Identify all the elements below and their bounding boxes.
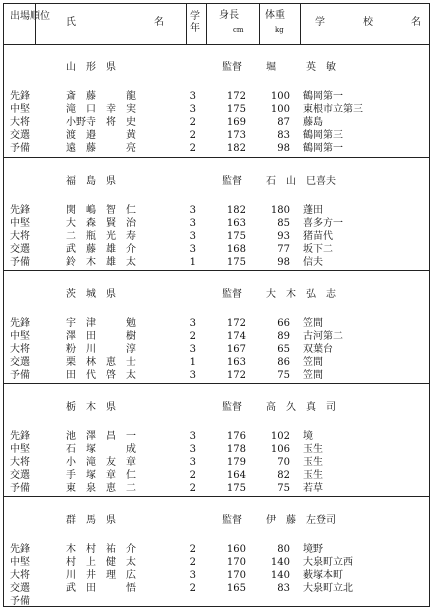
player-school: 大泉町立西: [303, 557, 353, 568]
player-position: 先鋒: [10, 318, 30, 329]
team-block: [4, 270, 429, 383]
player-weight: 66: [277, 318, 290, 329]
team-title-row: [4, 288, 429, 301]
header-weight: 体重: [265, 10, 285, 21]
player-row: [4, 116, 429, 129]
team-title-row: [4, 514, 429, 527]
player-grade: 2: [189, 483, 196, 494]
player-grade: 2: [189, 470, 196, 481]
player-school: 玉生: [303, 457, 323, 468]
player-height: 175: [226, 483, 246, 494]
player-row: [4, 243, 429, 256]
player-grade: 3: [189, 444, 196, 455]
player-position: 大将: [10, 231, 30, 242]
player-grade: 3: [189, 104, 196, 115]
player-school: 境: [303, 431, 313, 442]
player-name: 大 森 賢 治: [66, 218, 136, 229]
player-height: 160: [226, 544, 246, 555]
player-row: [4, 230, 429, 243]
player-weight: 86: [277, 357, 290, 368]
player-grade: 3: [189, 231, 196, 242]
player-row: [4, 204, 429, 217]
player-grade: 3: [189, 457, 196, 468]
player-school: 蓬田: [303, 205, 323, 216]
header-order: 出場順位: [10, 11, 50, 22]
player-school: 大泉町立北: [303, 583, 353, 594]
header-weight-unit: kg: [275, 26, 284, 34]
player-weight: 89: [277, 331, 290, 342]
team-block: [4, 44, 429, 157]
player-row: [4, 482, 429, 495]
player-row: [4, 582, 429, 595]
player-row: [4, 317, 429, 330]
player-height: 175: [226, 104, 246, 115]
player-height: 165: [226, 583, 246, 594]
coach-label: 監督: [222, 402, 242, 413]
player-name: 栗 林 恵 士: [66, 357, 136, 368]
player-school: 信夫: [303, 257, 323, 268]
player-grade: 3: [189, 318, 196, 329]
player-grade: 1: [189, 357, 196, 368]
player-position: 大将: [10, 457, 30, 468]
player-height: 175: [226, 257, 246, 268]
coach-name: 大 木 弘 志: [266, 289, 336, 300]
player-position: 大将: [10, 344, 30, 355]
coach-label: 監督: [222, 515, 242, 526]
player-name: 田 代 啓 太: [66, 370, 136, 381]
player-position: 予備: [10, 596, 30, 607]
player-weight: 75: [277, 370, 290, 381]
player-name: 二 瓶 光 寿: [66, 231, 136, 242]
prefecture-name: 群 馬 県: [66, 515, 116, 526]
prefecture-name: 茨 城 県: [66, 289, 116, 300]
player-school: 東根市立第三: [303, 104, 363, 115]
player-weight: 83: [277, 583, 290, 594]
player-row: [4, 543, 429, 556]
player-weight: 65: [277, 344, 290, 355]
player-position: 中堅: [10, 331, 30, 342]
player-grade: 3: [189, 370, 196, 381]
player-height: 182: [226, 143, 246, 154]
player-weight: 100: [270, 104, 290, 115]
player-height: 163: [226, 218, 246, 229]
player-grade: 3: [189, 431, 196, 442]
player-grade: 3: [189, 570, 196, 581]
player-weight: 82: [277, 470, 290, 481]
player-position: 中堅: [10, 104, 30, 115]
team-block: [4, 383, 429, 496]
player-height: 174: [226, 331, 246, 342]
player-height: 173: [226, 130, 246, 141]
player-position: 大将: [10, 570, 30, 581]
player-row: [4, 595, 429, 608]
player-weight: 106: [270, 444, 290, 455]
coach-name: 伊 藤 左登司: [266, 515, 336, 526]
player-row: [4, 129, 429, 142]
player-weight: 77: [277, 244, 290, 255]
player-name: 東 泉 恵 二: [66, 483, 136, 494]
player-position: 交選: [10, 244, 30, 255]
prefecture-name: 福 島 県: [66, 176, 116, 187]
player-weight: 140: [270, 557, 290, 568]
player-grade: 3: [189, 91, 196, 102]
player-name: 遠 藤 亮: [66, 143, 136, 154]
player-height: 167: [226, 344, 246, 355]
coach-label: 監督: [222, 289, 242, 300]
player-height: 172: [226, 370, 246, 381]
player-position: 予備: [10, 483, 30, 494]
coach-label: 監督: [222, 62, 242, 73]
player-grade: 2: [189, 557, 196, 568]
player-school: 藤島: [303, 117, 323, 128]
header-grade: 学年: [190, 11, 200, 34]
player-grade: 3: [189, 344, 196, 355]
player-school: 笠間: [303, 318, 323, 329]
player-grade: 1: [189, 257, 196, 268]
header-school-left: 学: [315, 17, 325, 28]
player-height: 172: [226, 91, 246, 102]
player-weight: 83: [277, 130, 290, 141]
player-name: 木 村 祐 介: [66, 544, 136, 555]
player-row: [4, 90, 429, 103]
player-grade: 2: [189, 143, 196, 154]
player-height: 172: [226, 318, 246, 329]
header-height: 身長: [219, 10, 239, 21]
player-weight: 87: [277, 117, 290, 128]
player-school: 猪苗代: [303, 231, 333, 242]
player-name: 鈴 木 雄 太: [66, 257, 136, 268]
player-position: 先鋒: [10, 544, 30, 555]
player-school: 薮塚本町: [303, 570, 343, 581]
player-name: 手 塚 章 仁: [66, 470, 136, 481]
player-row: [4, 369, 429, 382]
player-height: 179: [226, 457, 246, 468]
player-row: [4, 456, 429, 469]
player-school: 双葉台: [303, 344, 333, 355]
team-block: [4, 496, 429, 609]
player-school: 鶴岡第一: [303, 91, 343, 102]
player-name: 石 塚 成: [66, 444, 136, 455]
player-row: [4, 217, 429, 230]
player-row: [4, 256, 429, 269]
header-school-right: 名: [411, 17, 421, 28]
player-weight: 70: [277, 457, 290, 468]
player-name: 関 嶋 智 仁: [66, 205, 136, 216]
player-school: 鶴岡第三: [303, 130, 343, 141]
player-position: 大将: [10, 117, 30, 128]
player-name: 滝 口 幸 実: [66, 104, 136, 115]
player-grade: 2: [189, 331, 196, 342]
player-grade: 3: [189, 218, 196, 229]
prefecture-name: 栃 木 県: [66, 402, 116, 413]
player-grade: 3: [189, 244, 196, 255]
player-school: 笠間: [303, 357, 323, 368]
player-position: 予備: [10, 143, 30, 154]
player-name: 澤 田 樹: [66, 331, 136, 342]
player-row: [4, 556, 429, 569]
header-name-right: 名: [154, 17, 164, 28]
player-position: 先鋒: [10, 205, 30, 216]
player-row: [4, 343, 429, 356]
player-grade: 3: [189, 205, 196, 216]
player-weight: 85: [277, 218, 290, 229]
coach-name: 高 久 真 司: [266, 402, 336, 413]
player-position: 中堅: [10, 218, 30, 229]
player-name: 斎 藤 龍: [66, 91, 136, 102]
team-block: [4, 157, 429, 270]
team-title-row: [4, 61, 429, 74]
header-name-left: 氏: [66, 17, 76, 28]
player-school: 喜多方一: [303, 218, 343, 229]
player-row: [4, 356, 429, 369]
coach-name: 堀 英 敏: [266, 62, 336, 73]
player-height: 175: [226, 231, 246, 242]
player-weight: 98: [277, 257, 290, 268]
player-row: [4, 430, 429, 443]
player-weight: 75: [277, 483, 290, 494]
player-height: 169: [226, 117, 246, 128]
roster-sheet: [3, 3, 430, 607]
player-position: 先鋒: [10, 431, 30, 442]
player-grade: 2: [189, 544, 196, 555]
team-title-row: [4, 175, 429, 188]
player-position: 先鋒: [10, 91, 30, 102]
player-position: 交選: [10, 357, 30, 368]
player-height: 178: [226, 444, 246, 455]
player-row: [4, 569, 429, 582]
player-weight: 180: [270, 205, 290, 216]
player-row: [4, 443, 429, 456]
player-weight: 140: [270, 570, 290, 581]
player-position: 中堅: [10, 557, 30, 568]
player-school: 境野: [303, 544, 323, 555]
team-title-row: [4, 401, 429, 414]
player-school: 若草: [303, 483, 323, 494]
player-school: 玉生: [303, 444, 323, 455]
player-position: 交選: [10, 583, 30, 594]
table-header: [4, 4, 429, 45]
player-position: 交選: [10, 130, 30, 141]
player-row: [4, 330, 429, 343]
player-name: 村 上 健 太: [66, 557, 136, 568]
player-weight: 102: [270, 431, 290, 442]
player-name: 小 滝 友 章: [66, 457, 136, 468]
player-name: 粉 川 淳: [66, 344, 136, 355]
player-height: 176: [226, 431, 246, 442]
player-grade: 2: [189, 583, 196, 594]
player-name: 池 澤 昌 一: [66, 431, 136, 442]
player-weight: 98: [277, 143, 290, 154]
player-weight: 80: [277, 544, 290, 555]
player-school: 古河第二: [303, 331, 343, 342]
player-height: 182: [226, 205, 246, 216]
player-height: 170: [226, 557, 246, 568]
player-height: 164: [226, 470, 246, 481]
player-position: 予備: [10, 257, 30, 268]
player-name: 渡 邉 黄: [66, 130, 136, 141]
prefecture-name: 山 形 県: [66, 62, 116, 73]
player-position: 交選: [10, 470, 30, 481]
player-weight: 93: [277, 231, 290, 242]
player-school: 坂下二: [303, 244, 333, 255]
player-row: [4, 142, 429, 155]
player-school: 玉生: [303, 470, 323, 481]
player-school: 笠間: [303, 370, 323, 381]
player-name: 川 井 理 広: [66, 570, 136, 581]
player-row: [4, 103, 429, 116]
player-weight: 100: [270, 91, 290, 102]
player-school: 鶴岡第一: [303, 143, 343, 154]
header-height-unit: cm: [233, 26, 244, 34]
player-name: 武 藤 雄 介: [66, 244, 136, 255]
player-position: 予備: [10, 370, 30, 381]
player-position: 中堅: [10, 444, 30, 455]
header-school-mid: 校: [363, 17, 373, 28]
player-name: 小野寺 将 史: [66, 117, 136, 128]
player-height: 168: [226, 244, 246, 255]
player-height: 163: [226, 357, 246, 368]
coach-label: 監督: [222, 176, 242, 187]
player-row: [4, 469, 429, 482]
player-grade: 2: [189, 117, 196, 128]
coach-name: 石 山 巳喜夫: [266, 176, 336, 187]
player-name: 武 田 悟: [66, 583, 136, 594]
player-name: 宇 津 勉: [66, 318, 136, 329]
player-height: 170: [226, 570, 246, 581]
player-grade: 2: [189, 130, 196, 141]
